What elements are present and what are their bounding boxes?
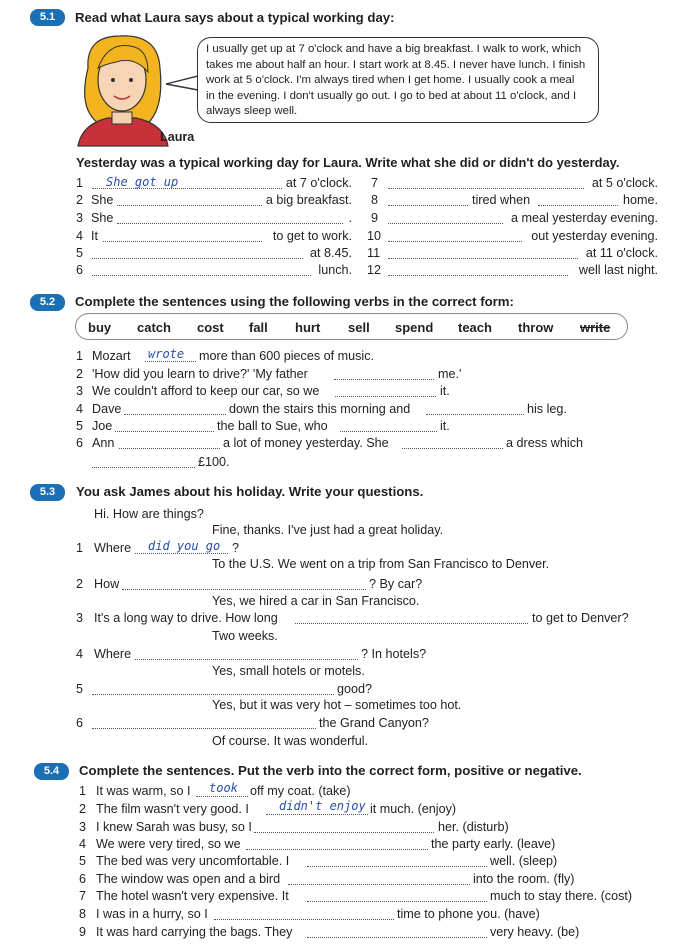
answer-blank-7[interactable] xyxy=(388,188,584,189)
question-text: ? In hotels? xyxy=(361,647,427,661)
question-text: Where xyxy=(94,541,132,555)
answer-blank[interactable] xyxy=(334,379,434,380)
answer-blank[interactable] xyxy=(145,361,196,362)
question-text: It's a long way to drive. How long xyxy=(94,611,278,625)
question-blank[interactable] xyxy=(135,553,228,554)
section-heading-5-4: Complete the sentences. Put the verb into the correct form, positive or negative. xyxy=(79,763,582,778)
verb-cost: cost xyxy=(197,320,224,335)
answer-blank[interactable] xyxy=(307,901,487,902)
answer-blank-10[interactable] xyxy=(388,241,522,242)
item-text: We were very tired, so we xyxy=(96,837,241,851)
item-number: 6 xyxy=(76,263,84,277)
question-blank[interactable] xyxy=(122,589,366,590)
item-number: 1 xyxy=(76,349,84,363)
item-number: 10 xyxy=(367,229,382,243)
answer-handwritten: did you go xyxy=(148,539,221,553)
answer-blank-8b[interactable] xyxy=(538,205,618,206)
answer-blank[interactable] xyxy=(92,467,195,468)
item-text: me.' xyxy=(438,367,462,381)
item-text: it. xyxy=(440,384,450,398)
item-number: 5 xyxy=(79,854,87,868)
item-suffix: well last night. xyxy=(578,263,658,277)
question-text: the Grand Canyon? xyxy=(319,716,429,730)
item-middle: tired when xyxy=(472,193,531,207)
item-number: 9 xyxy=(79,925,87,939)
answer-blank[interactable] xyxy=(307,937,487,938)
answer-blank-8[interactable] xyxy=(388,205,468,206)
reply-line: Yes, we hired a car in San Francisco. xyxy=(212,594,420,608)
question-blank[interactable] xyxy=(92,728,316,729)
verb-hurt: hurt xyxy=(295,320,321,335)
verb-teach: teach xyxy=(458,320,492,335)
item-number: 3 xyxy=(76,611,84,625)
reply-line: Fine, thanks. I've just had a great holiday. xyxy=(212,523,444,537)
item-text: time to phone you. (have) xyxy=(397,907,540,921)
item-suffix: to get to work. xyxy=(272,229,352,243)
section-heading-5-2: Complete the sentences using the following verbs in the correct form: xyxy=(75,294,514,309)
item-number: 8 xyxy=(79,907,87,921)
item-number: 6 xyxy=(79,872,87,886)
item-suffix: out yesterday evening. xyxy=(531,229,658,243)
item-suffix: a meal yesterday evening. xyxy=(510,211,658,225)
item-number: 9 xyxy=(371,211,379,225)
item-number: 2 xyxy=(76,367,84,381)
question-text: How xyxy=(94,577,120,591)
answer-blank[interactable] xyxy=(340,431,437,432)
section-heading-5-1: Read what Laura says about a typical working day: xyxy=(75,10,395,25)
item-suffix: at 8.45. xyxy=(309,246,352,260)
item-text: Joe xyxy=(92,419,113,433)
item-suffix: a big breakfast. xyxy=(265,193,352,207)
verb-throw: throw xyxy=(518,320,554,335)
reply-line: Yes, small hotels or motels. xyxy=(212,664,365,678)
verb-catch: catch xyxy=(137,320,171,335)
reply-line: Of course. It was wonderful. xyxy=(212,734,369,748)
item-suffix: . xyxy=(348,211,352,225)
item-text: I was in a hurry, so I xyxy=(96,907,208,921)
question-text: ? By car? xyxy=(369,577,423,591)
section-badge-5-3: 5.3 xyxy=(30,484,65,501)
answer-handwritten: She got up xyxy=(106,175,179,189)
verb-write: write xyxy=(580,320,611,335)
item-text: it. xyxy=(440,419,450,433)
reply-line: Yes, but it was very hot – sometimes too hot. xyxy=(212,698,462,712)
item-number: 4 xyxy=(79,837,87,851)
verb-sell: sell xyxy=(348,320,370,335)
bubble-line: in the evening. I don't usually go out. I go to bed at about 11 o'clock, and I xyxy=(206,89,577,102)
item-text: 'How did you learn to drive?' 'My father xyxy=(92,367,308,381)
item-text: her. (disturb) xyxy=(438,820,509,834)
section-badge-5-2: 5.2 xyxy=(30,294,65,311)
section-badge-5-4: 5.4 xyxy=(34,763,69,780)
bubble-line: I usually get up at 7 o'clock and have a big breakfast. I walk to work, which xyxy=(206,43,582,55)
item-number: 7 xyxy=(79,889,87,903)
answer-blank-3[interactable] xyxy=(117,223,343,224)
item-number: 2 xyxy=(79,802,87,816)
item-number: 11 xyxy=(367,246,381,260)
item-text: down the stairs this morning and xyxy=(229,402,411,416)
answer-blank[interactable] xyxy=(196,796,248,797)
question-text: good? xyxy=(337,682,373,696)
verb-spend: spend xyxy=(395,320,434,335)
reply-line: Two weeks. xyxy=(212,629,278,643)
item-text: off my coat. (take) xyxy=(250,784,351,798)
item-suffix: lunch. xyxy=(318,263,352,277)
item-prefix: She xyxy=(91,211,114,225)
item-text: a lot of money yesterday. She xyxy=(223,436,389,450)
item-number: 12 xyxy=(367,263,382,277)
answer-blank[interactable] xyxy=(288,884,470,885)
item-number: 3 xyxy=(76,211,84,225)
item-text: the ball to Sue, who xyxy=(217,419,328,433)
bubble-line: work at 5 o'clock. I'm always tired when I get home. I usually cook a meal xyxy=(206,74,575,87)
item-number: 5 xyxy=(76,246,84,260)
intro-line: Hi. How are things? xyxy=(94,507,204,521)
item-text: Dave xyxy=(92,402,122,416)
answer-blank[interactable] xyxy=(266,814,368,815)
item-number: 6 xyxy=(76,436,84,450)
section-heading-5-3: You ask James about his holiday. Write your questions. xyxy=(76,484,424,499)
verb-fall: fall xyxy=(249,320,268,335)
item-prefix: She xyxy=(91,193,114,207)
item-text: very heavy. (be) xyxy=(490,925,580,939)
item-text: Mozart xyxy=(92,349,131,363)
item-number: 3 xyxy=(76,384,84,398)
item-text: The film wasn't very good. I xyxy=(96,802,249,816)
section-badge-5-1: 5.1 xyxy=(30,9,65,26)
item-text: We couldn't afford to keep our car, so we xyxy=(92,384,320,398)
answer-blank-6[interactable] xyxy=(92,275,311,276)
item-prefix: It xyxy=(91,229,98,243)
item-text: it much. (enjoy) xyxy=(370,802,457,816)
item-text: a dress which xyxy=(506,436,583,450)
question-text: to get to Denver? xyxy=(532,611,629,625)
item-suffix: at 11 o'clock. xyxy=(585,246,658,260)
answer-blank[interactable] xyxy=(124,414,226,415)
answer-blank-2[interactable] xyxy=(117,205,262,206)
question-blank[interactable] xyxy=(135,659,358,660)
answer-blank[interactable] xyxy=(402,448,503,449)
question-blank[interactable] xyxy=(92,694,334,695)
item-number: 2 xyxy=(76,577,84,591)
item-text: more than 600 pieces of music. xyxy=(199,349,375,363)
item-suffix: at 5 o'clock. xyxy=(591,176,658,190)
instruction-5-1: Yesterday was a typical working day for Laura. Write what she did or didn't do yesterday. xyxy=(76,155,620,170)
item-number: 4 xyxy=(76,229,84,243)
item-number: 7 xyxy=(371,176,379,190)
item-text: well. (sleep) xyxy=(490,854,558,868)
item-text: £100. xyxy=(198,455,230,469)
item-suffix: home. xyxy=(622,193,658,207)
item-text: It was warm, so I xyxy=(96,784,191,798)
item-number: 5 xyxy=(76,419,84,433)
item-text: The bed was very uncomfortable. I xyxy=(96,854,290,868)
item-number: 8 xyxy=(371,193,379,207)
item-number: 5 xyxy=(76,682,84,696)
item-number: 6 xyxy=(76,716,84,730)
bubble-line: always sleep well. xyxy=(206,105,298,118)
reply-line: To the U.S. We went on a trip from San Francisco to Denver. xyxy=(212,557,550,571)
item-number: 2 xyxy=(76,193,84,207)
answer-blank[interactable] xyxy=(214,919,394,920)
question-text: Where xyxy=(94,647,132,661)
bubble-line: takes me about half an hour. I start work at 8.45. I never have lunch. I finish xyxy=(206,58,586,71)
answer-blank-5[interactable] xyxy=(92,258,303,259)
speaker-name: Laura xyxy=(160,130,195,144)
item-text: The window was open and a bird xyxy=(96,872,281,886)
item-text: The hotel wasn't very expensive. It xyxy=(96,889,289,903)
item-text: Ann xyxy=(92,436,115,450)
item-number: 1 xyxy=(76,541,84,555)
item-text: much to stay there. (cost) xyxy=(490,889,633,903)
answer-handwritten: wrote xyxy=(148,347,185,361)
item-number: 4 xyxy=(76,402,84,416)
answer-blank-9[interactable] xyxy=(388,223,503,224)
speech-bubble xyxy=(197,37,599,123)
answer-blank[interactable] xyxy=(426,414,524,415)
item-number: 1 xyxy=(76,176,84,190)
answer-blank[interactable] xyxy=(119,448,220,449)
question-text: ? xyxy=(232,541,240,555)
item-number: 4 xyxy=(76,647,84,661)
item-text: It was hard carrying the bags. They xyxy=(96,925,293,939)
answer-blank-11[interactable] xyxy=(388,258,578,259)
answer-blank[interactable] xyxy=(115,431,214,432)
answer-blank[interactable] xyxy=(307,866,487,867)
answer-handwritten: didn't enjoy xyxy=(279,799,366,813)
answer-blank-12[interactable] xyxy=(388,275,568,276)
item-text: into the room. (fly) xyxy=(473,872,575,886)
item-text: I knew Sarah was busy, so I xyxy=(96,820,252,834)
item-suffix: at 7 o'clock. xyxy=(285,176,352,190)
item-number: 3 xyxy=(79,820,87,834)
question-blank[interactable] xyxy=(295,623,528,624)
answer-blank[interactable] xyxy=(246,849,428,850)
answer-blank[interactable] xyxy=(335,396,436,397)
item-number: 1 xyxy=(79,784,87,798)
answer-blank[interactable] xyxy=(254,832,434,833)
item-text: the party early. (leave) xyxy=(431,837,556,851)
item-text: his leg. xyxy=(527,402,567,416)
answer-handwritten: took xyxy=(209,781,238,795)
answer-blank-4[interactable] xyxy=(103,241,262,242)
verb-buy: buy xyxy=(88,320,112,335)
